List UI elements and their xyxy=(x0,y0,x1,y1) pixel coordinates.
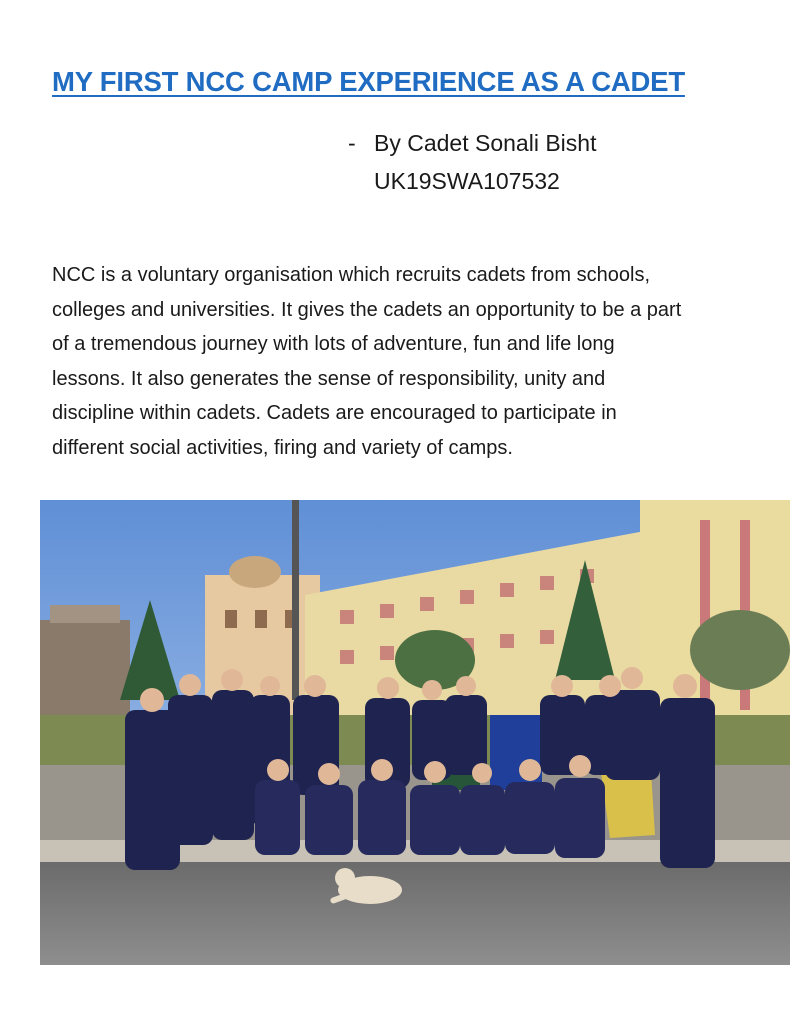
paragraph-line: NCC is a voluntary organisation which recruits cadets from schools, xyxy=(52,264,651,286)
byline-dash: - xyxy=(348,130,356,156)
intro-paragraph xyxy=(52,258,808,465)
paragraph-line: discipline within cadets. Cadets are encouraged to participate in xyxy=(52,402,617,424)
byline xyxy=(348,124,596,200)
paragraph-line: different social activities, firing and variety of camps. xyxy=(52,436,513,459)
photo-illustration xyxy=(40,500,790,965)
byline-cadet-id: UK19SWA107532 xyxy=(374,168,560,194)
left-building xyxy=(40,605,130,730)
byline-author: By Cadet Sonali Bisht xyxy=(374,130,597,156)
paragraph-line: lessons. It also generates the sense of responsibility, unity and xyxy=(52,367,606,390)
group-photo-cadets xyxy=(40,500,790,965)
document-title: MY FIRST NCC CAMP EXPERIENCE AS A CADET xyxy=(52,66,685,97)
road xyxy=(40,862,790,965)
paragraph-line: of a tremendous journey with lots of adventure, fun and life long xyxy=(52,333,615,355)
paragraph-line: colleges and universities. It gives the cadets an opportunity to be a part xyxy=(52,298,682,321)
byline-author-line xyxy=(348,124,596,162)
seated-cadets xyxy=(255,778,605,858)
lamp-pole xyxy=(292,500,299,700)
